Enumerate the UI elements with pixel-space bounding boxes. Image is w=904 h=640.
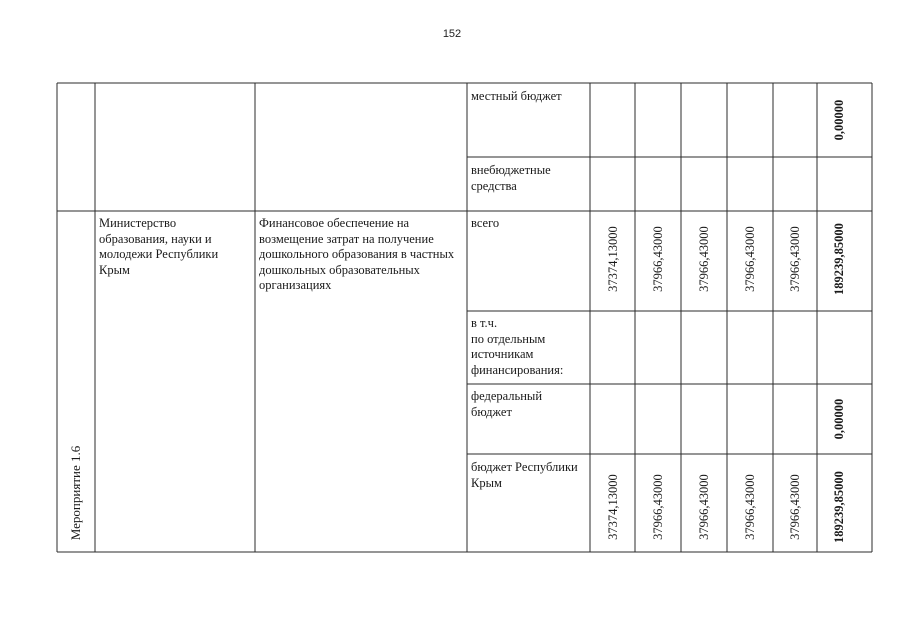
value-federal-sum: 0,00000 [832, 398, 846, 440]
source-federal-budget: федеральный бюджет [471, 389, 543, 419]
page-number: 152 [442, 28, 462, 40]
source-local-budget: местный бюджет [471, 89, 562, 103]
event-label: Мероприятие 1.6 [68, 445, 83, 541]
value-crimea-sum: 189239,85000 [832, 471, 846, 543]
value-total-sum: 189239,85000 [832, 223, 846, 295]
value-crimea-year-3: 37966,43000 [697, 474, 711, 540]
value-total-year-1: 37374,13000 [606, 226, 620, 292]
source-extrabudgetary: внебюджетные средства [471, 163, 551, 193]
source-total: всего [471, 216, 500, 230]
event-executor: Министерство образования, науки и молодежи Республики Крым [99, 216, 219, 277]
total-local-budget: 0,00000 [832, 99, 846, 141]
value-crimea-year-2: 37966,43000 [651, 474, 665, 540]
source-including: в т.ч. по отдельным источникам финансирования: [471, 316, 564, 377]
value-crimea-year-1: 37374,13000 [606, 474, 620, 540]
value-total-year-2: 37966,43000 [651, 226, 665, 292]
value-total-year-5: 37966,43000 [788, 226, 802, 292]
source-crimea-budget: бюджет Республики Крым [471, 460, 578, 490]
value-crimea-year-4: 37966,43000 [743, 474, 757, 540]
value-total-year-3: 37966,43000 [697, 226, 711, 292]
value-crimea-year-5: 37966,43000 [788, 474, 802, 540]
value-total-year-4: 37966,43000 [743, 226, 757, 292]
event-description: Финансовое обеспечение на возмещение затрат на получение дошкольного образования в частных дошкольных образовательных организациях [259, 216, 455, 292]
